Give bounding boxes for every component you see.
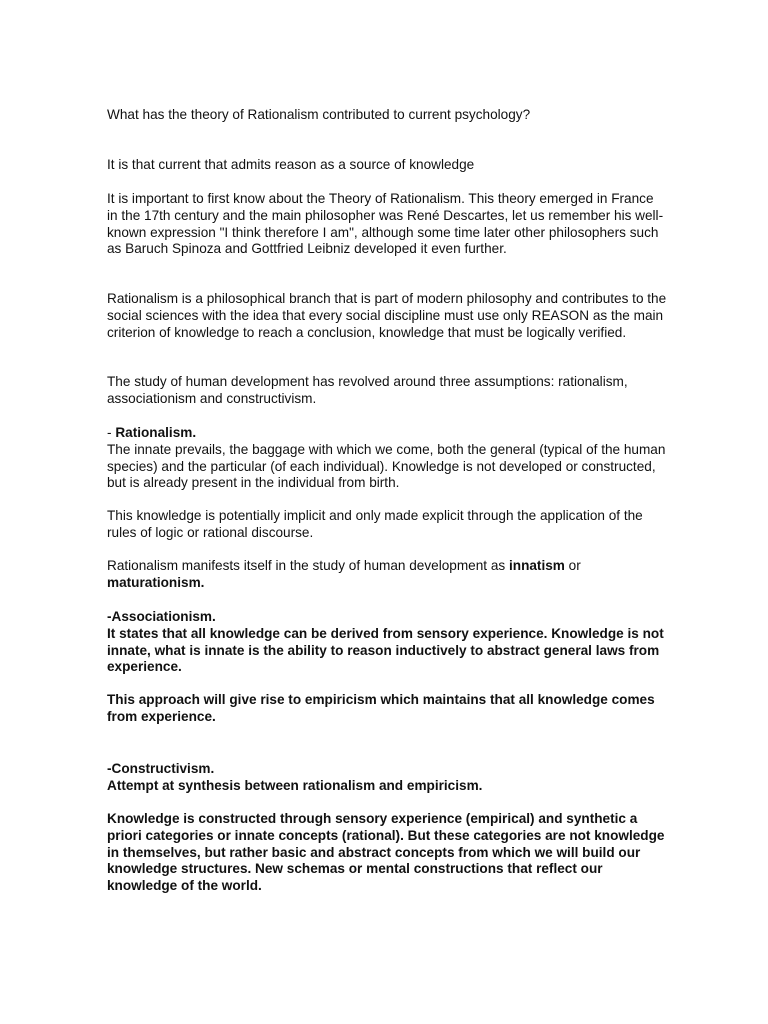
section-constructivism xyxy=(107,761,667,795)
innatism-mid: or xyxy=(564,558,581,573)
document-question: What has the theory of Rationalism contributed to current psychology? xyxy=(107,107,531,122)
constructivism-heading: -Constructivism. xyxy=(107,761,215,776)
paragraph-definition: It is that current that admits reason as a source of knowledge xyxy=(107,157,475,172)
associationism-body: It states that all knowledge can be derived from sensory experience. Knowledge is not innate, what is innate is the ability to reason inductively to abstract general laws from experience. xyxy=(107,625,664,675)
associationism-heading: -Associationism. xyxy=(107,609,216,624)
paragraph-implicit: This knowledge is potentially implicit and only made explicit through the application of the rules of logic or rational discourse. xyxy=(107,508,643,540)
rationalism-dash: - xyxy=(107,425,116,440)
rationalism-heading: Rationalism. xyxy=(115,425,197,440)
section-associationism xyxy=(107,609,667,676)
constructivism-body: Attempt at synthesis between rationalism and empiricism. xyxy=(107,777,483,793)
paragraph-history: It is important to first know about the Theory of Rationalism. This theory emerged in France in the 17th century and the main philosopher was René Descartes, let us remember his well-known expression "I think therefore I am", although some time later other philosophers such as Baruch Spinoza and Gottfried Leibniz developed it even further. xyxy=(107,191,664,257)
rationalism-body: The innate prevails, the baggage with which we come, both the general (typical of the human species) and the particular (of each individual). Knowledge is not developed or constructed, but is already present in the individual from birth. xyxy=(107,441,666,491)
term-maturationism: maturationism. xyxy=(107,574,205,590)
innatism-lead: Rationalism manifests itself in the study of human development as xyxy=(107,558,509,573)
paragraph-assumptions: The study of human development has revolved around three assumptions: rationalism, associationism and constructivism. xyxy=(107,374,628,406)
term-innatism: innatism xyxy=(508,558,565,573)
paragraph-branch: Rationalism is a philosophical branch that is part of modern philosophy and contributes to the social sciences with the idea that every social discipline must use only REASON as the main criterion of knowledge to reach a conclusion, knowledge that must be logically verified. xyxy=(107,291,667,340)
rationalism-heading-line xyxy=(107,425,667,442)
paragraph-knowledge-constructed: Knowledge is constructed through sensory experience (empirical) and synthetic a priori categories or innate concepts (rational). But these categories are not knowledge in themselves, but rather basic and abstract concepts from which we will build our knowledge structures. New schemas or mental constructions that reflect our knowledge of the world. xyxy=(107,811,665,894)
section-rationalism xyxy=(107,425,667,492)
paragraph-empiricism: This approach will give rise to empiricism which maintains that all knowledge comes from experience. xyxy=(107,692,655,724)
paragraph-innatism xyxy=(107,558,667,592)
